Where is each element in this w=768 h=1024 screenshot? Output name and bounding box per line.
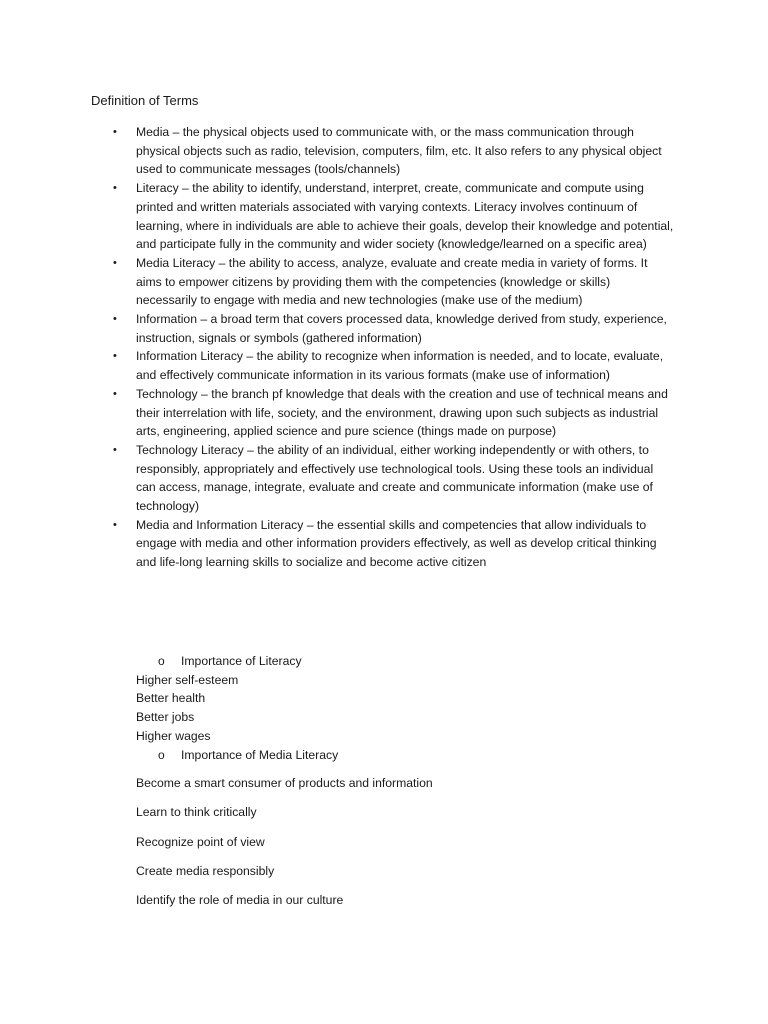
circle-bullet-icon: o [158,654,165,668]
importance-of-media-literacy-heading [0,746,768,765]
bullet-icon: • [113,443,117,456]
definition-text: Media Literacy – the ability to access, analyze, evaluate and create media in variety of forms. It aims to empower citizens by providing them with the competencies (knowledge or skills) necessarily to engage with media and new technologies (make use of the medium) [136,255,648,308]
media-literacy-importance-item: Identify the role of media in our culture [136,893,344,907]
bullet-icon: • [113,313,117,326]
document-title: Definition of Terms [91,93,199,108]
definition-item-media-and-information-literacy [0,516,674,572]
bullet-icon: • [113,256,117,269]
bullet-icon: • [113,182,117,195]
definition-item-information [0,310,674,347]
bullet-icon: • [113,387,117,400]
definition-item-literacy [0,179,674,254]
media-literacy-importance-item: Create media responsibly [136,864,275,878]
definition-text: Information – a broad term that covers processed data, knowledge derived from study, experience, instruction, signals or symbols (gathered information) [136,312,667,345]
definition-text: Information Literacy – the ability to recognize when information is needed, and to locate, evaluate, and effectively communicate information in its various formats (make use of information) [136,349,664,383]
definition-text: Technology – the branch pf knowledge that deals with the creation and use of technical means and their interrelation with life, society, and the environment, drawing upon such subjects as industrial arts, engineering, applied science and pure science (things made on purpose) [136,386,668,439]
definition-text: Literacy – the ability to identify, understand, interpret, create, communicate and compute using printed and written materials associated with varying contexts. Literacy involves continuum of learning, where in individuals are able to achieve their goals, develop their knowledge and potential, and participate fully in the community and wider society (knowledge/learned on a specific area) [136,181,674,252]
sub-heading-text: Importance of Literacy [181,654,302,668]
media-literacy-importance-item: Become a smart consumer of products and information [136,776,433,790]
list-item: Higher wages [136,728,211,743]
list-item: Better health [136,691,206,706]
circle-bullet-icon: o [158,747,165,762]
importance-of-literacy-heading [0,652,768,671]
definition-item-technology [0,385,674,441]
importance-of-literacy-section [0,652,768,764]
definition-item-media-literacy [0,254,674,310]
definition-item-information-literacy [0,347,674,384]
media-literacy-importance-item: Recognize point of view [136,835,265,849]
definition-item-technology-literacy [0,441,674,516]
definition-text: Technology Literacy – the ability of an individual, either working independently or with others, to responsibly, appropriately and effectively use technological tools. Using these tools an individual can access, manage, integrate, evaluate and create and communicate information (make use of technology) [136,442,654,514]
definition-text: Media and Information Literacy – the essential skills and competencies that allow individuals to engage with media and other information providers effectively, as well as develop critical thinking and life-long learning skills to socialize and become active citizen [136,517,657,570]
bullet-icon: • [113,350,117,363]
definition-item-media [0,123,674,179]
definitions-list [0,123,768,572]
sub-heading-text: Importance of Media Literacy [181,747,339,762]
list-item: Higher self-esteem [136,672,239,687]
bullet-icon: • [113,126,117,138]
media-literacy-importance-item: Learn to think critically [136,805,257,819]
list-item: Better jobs [136,710,195,725]
bullet-icon: • [113,518,117,531]
importance-of-literacy-list [0,671,768,746]
definition-text: Media – the physical objects used to communicate with, or the mass communication through physical objects such as radio, television, computers, film, etc. It also refers to any physical object used to communicate messages (tools/channels) [136,125,662,177]
